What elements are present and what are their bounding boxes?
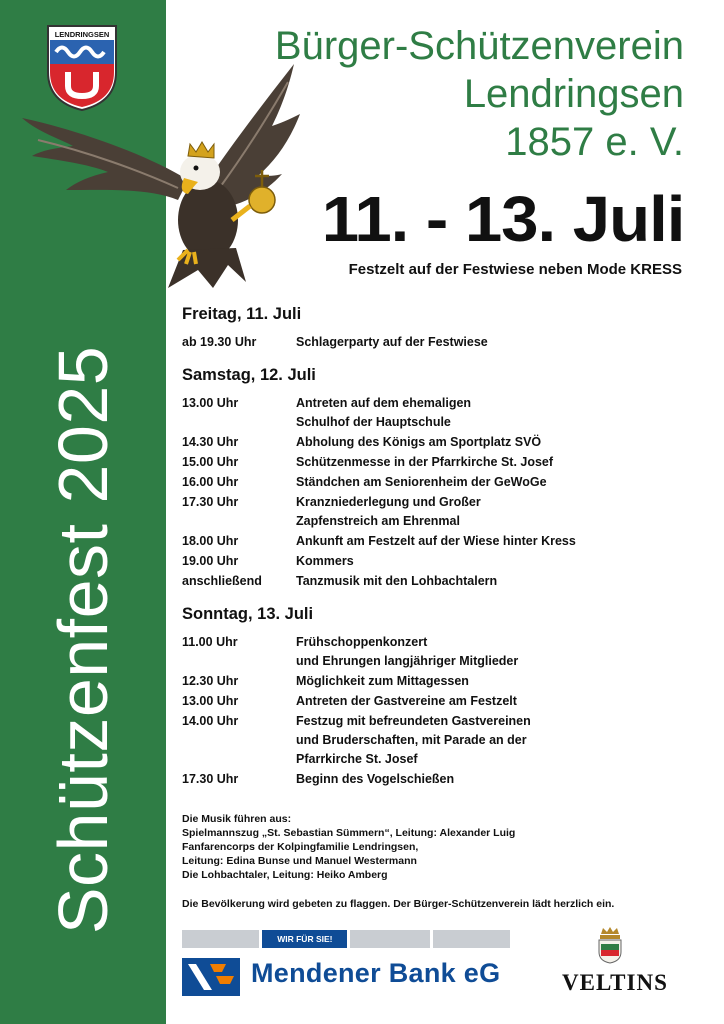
- event-description: [296, 473, 702, 492]
- day-heading: Samstag, 12. Juli: [182, 366, 316, 384]
- bar-segment: [182, 930, 259, 948]
- event-description-line: Schützenmesse in der Pfarrkirche St. Josef: [296, 455, 554, 469]
- day-heading: Freitag, 11. Juli: [182, 305, 302, 323]
- event-description: [296, 552, 702, 571]
- festival-dates: 11. - 13. Juli: [321, 183, 684, 255]
- music-line: Spielmannszug „St. Sebastian Sümmern“, Leitung: Alexander Luig: [182, 827, 516, 839]
- music-credits: [182, 812, 702, 882]
- event-description: [296, 333, 702, 352]
- bar-segment: [350, 930, 429, 948]
- event-time: 18.00 Uhr: [182, 534, 239, 548]
- schedule-event: [182, 532, 702, 551]
- event-description-line: Antreten auf dem ehemaligen: [296, 396, 472, 410]
- event-description-line: Tanzmusik mit den Lohbachtalern: [296, 574, 498, 588]
- invitation-text: Die Bevölkerung wird gebeten zu flaggen. Der Bürger-Schützenverein lädt herzlich ein.: [182, 898, 615, 910]
- event-description: [296, 394, 702, 432]
- schedule-day: [182, 366, 702, 591]
- event-description-line: Antreten der Gastvereine am Festzelt: [296, 694, 517, 708]
- bank-slogan-bar: [182, 930, 510, 948]
- music-line: Die Lohbachtaler, Leitung: Heiko Amberg: [182, 869, 388, 881]
- schedule-event: [182, 453, 702, 472]
- event-description-line: Schulhof der Hauptschule: [296, 415, 451, 429]
- crest-label: LENDRINGSEN: [54, 30, 110, 39]
- music-line: Fanfarencorps der Kolpingfamilie Lendringsen,: [182, 841, 419, 853]
- schedule-event: [182, 770, 702, 789]
- schedule-event: [182, 493, 702, 531]
- event-description-line: und Bruderschaften, mit Parade an der: [296, 733, 527, 747]
- event-description-line: Schlagerparty auf der Festwiese: [296, 335, 488, 349]
- brewery-crest-icon: [595, 926, 625, 964]
- day-heading: Sonntag, 13. Juli: [182, 605, 314, 623]
- bar-segment: [433, 930, 510, 948]
- music-line: Leitung: Edina Bunse und Manuel Westermann: [182, 855, 417, 867]
- event-description-line: Möglichkeit zum Mittagessen: [296, 674, 469, 688]
- event-description-line: Frühschoppenkonzert: [296, 635, 428, 649]
- schedule-event: [182, 692, 702, 711]
- schedule-event: [182, 572, 702, 591]
- event-time: 12.30 Uhr: [182, 674, 239, 688]
- volksbank-logo-icon: [182, 958, 240, 996]
- brewery-name: VELTINS: [562, 970, 668, 995]
- event-description-line: und Ehrungen langjähriger Mitglieder: [296, 654, 519, 668]
- event-description-line: Ankunft am Festzelt auf der Wiese hinter Kress: [296, 534, 576, 548]
- event-description-line: Beginn des Vogelschießen: [296, 772, 455, 786]
- event-time: 19.00 Uhr: [182, 554, 239, 568]
- event-schedule: [182, 305, 702, 803]
- event-description-line: Kommers: [296, 554, 354, 568]
- schedule-event: [182, 333, 702, 352]
- schedule-day: [182, 305, 702, 352]
- event-description-line: Festzug mit befreundeten Gastvereinen: [296, 714, 531, 728]
- event-time: 15.00 Uhr: [182, 455, 239, 469]
- club-name-line1: Bürger-Schützenverein: [274, 24, 684, 68]
- event-time: 16.00 Uhr: [182, 475, 239, 489]
- schedule-event: [182, 394, 702, 432]
- event-time: 17.30 Uhr: [182, 772, 239, 786]
- club-name-line2: Lendringsen: [463, 72, 684, 116]
- event-description-line: Kranzniederlegung und Großer: [296, 495, 481, 509]
- schedule-event: [182, 433, 702, 452]
- vertical-title: Schützenfest 2025: [44, 345, 122, 935]
- event-time: ab 19.30 Uhr: [182, 335, 257, 349]
- event-time: 13.00 Uhr: [182, 396, 239, 410]
- event-time: anschließend: [182, 574, 262, 588]
- event-description-line: Abholung des Königs am Sportplatz SVÖ: [296, 435, 542, 449]
- schedule-event: [182, 633, 702, 671]
- event-time: 17.30 Uhr: [182, 495, 239, 509]
- club-name-line3: 1857 e. V.: [505, 120, 684, 164]
- bank-slogan: WIR FÜR SIE!: [262, 930, 347, 948]
- schedule-event: [182, 712, 702, 769]
- event-description: [296, 433, 702, 452]
- event-description: [296, 770, 702, 789]
- schedule-day: [182, 605, 702, 789]
- event-time: 14.00 Uhr: [182, 714, 239, 728]
- event-description-line: Ständchen am Seniorenheim der GeWoGe: [296, 475, 547, 489]
- event-description: [296, 493, 702, 531]
- venue-line: Festzelt auf der Festwiese neben Mode KRESS: [348, 261, 682, 278]
- event-description: [296, 633, 702, 671]
- event-description: [296, 453, 702, 472]
- event-description-line: Pfarrkirche St. Josef: [296, 752, 418, 766]
- event-description: [296, 572, 702, 591]
- bank-name: Mendener Bank eG: [251, 958, 501, 988]
- event-description: [296, 532, 702, 551]
- event-description-line: Zapfenstreich am Ehrenmal: [296, 514, 460, 528]
- schedule-event: [182, 473, 702, 492]
- event-time: 13.00 Uhr: [182, 694, 239, 708]
- schedule-event: [182, 552, 702, 571]
- club-name: [164, 22, 684, 166]
- event-time: 14.30 Uhr: [182, 435, 239, 449]
- event-description: [296, 692, 702, 711]
- schedule-event: [182, 672, 702, 691]
- event-time: 11.00 Uhr: [182, 635, 238, 649]
- event-description: [296, 672, 702, 691]
- event-description: [296, 712, 702, 769]
- music-intro: Die Musik führen aus:: [182, 813, 292, 825]
